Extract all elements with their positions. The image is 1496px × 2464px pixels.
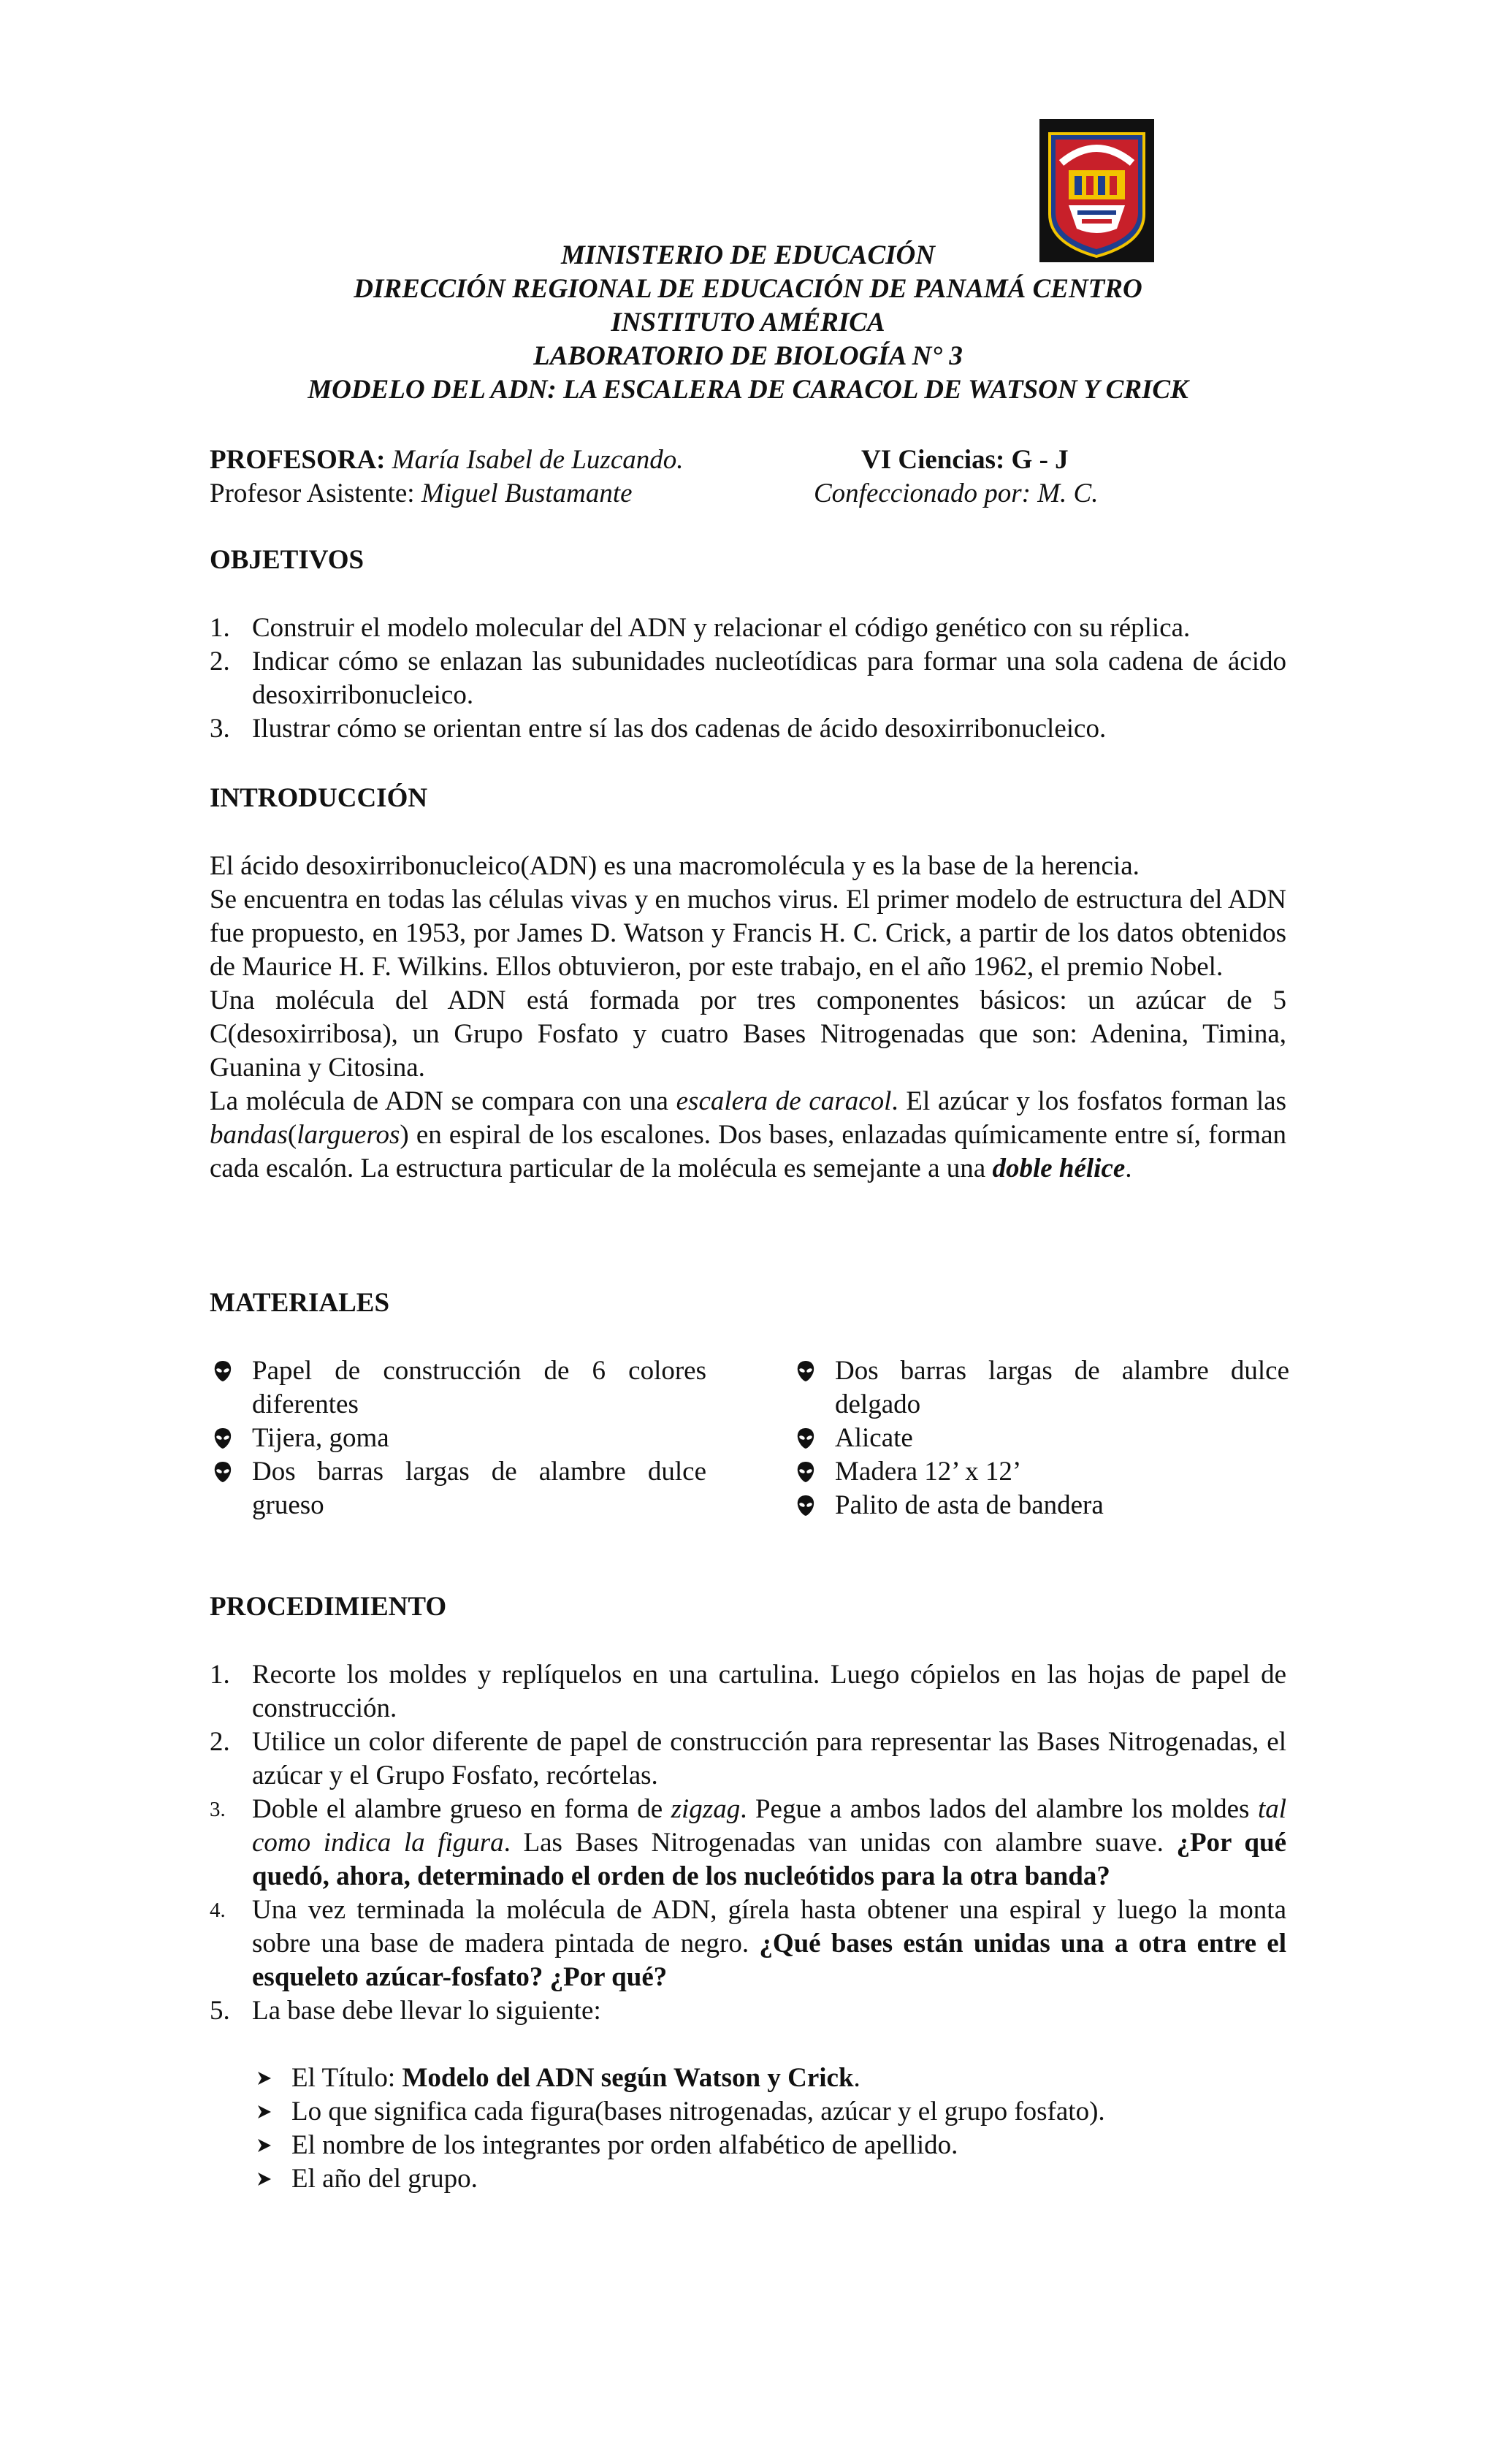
material-item [793, 1422, 1289, 1455]
materials-list-right [793, 1354, 1289, 1522]
requirement-text: El Título: Modelo del ADN según Watson y Crick. [291, 2063, 860, 2093]
procedure-step [210, 1725, 1286, 1793]
alien-bullet-icon [213, 1427, 232, 1449]
profesora-name: María Isabel de Luzcando. [392, 445, 684, 475]
teacher-row [210, 443, 1286, 477]
arrow-bullet-icon [256, 2070, 272, 2086]
materials-list-left [210, 1354, 706, 1522]
material-text: Dos barras largas de alambre dulce grueso [252, 1457, 706, 1520]
requirement-text: El año del grupo. [291, 2164, 478, 2194]
material-item [793, 1455, 1289, 1489]
group-label: VI Ciencias: G - J [861, 445, 1069, 475]
procedure-heading: PROCEDIMIENTO [210, 1592, 447, 1622]
material-text: Dos barras largas de alambre dulce delgado [835, 1356, 1289, 1419]
requirement-text: El nombre de los integrantes por orden alfabético de apellido. [291, 2130, 958, 2160]
material-text: Alicate [835, 1423, 913, 1453]
header-institute: INSTITUTO AMÉRICA [611, 308, 885, 337]
objective-text: Construir el modelo molecular del ADN y relacionar el código genético con su réplica. [252, 613, 1191, 643]
requirement-item [251, 2095, 1273, 2129]
step-text: Utilice un color diferente de papel de construcción para representar las Bases Nitrogenadas, el azúcar y el Grupo Fosfato, recórtelas. [252, 1727, 1286, 1790]
header-title: MODELO DEL ADN: LA ESCALERA DE CARACOL DE WATSON Y CRICK [308, 375, 1188, 405]
material-item [793, 1354, 1289, 1422]
intro-paragraph-4: La molécula de ADN se compara con una escalera de caracol. El azúcar y los fosfatos forman las bandas(largueros) en espiral de los escalones. Dos bases, enlazadas químicamente entre sí, forman cada escalón. La estructura particular de la molécula es semejante a una doble hélice. [210, 1086, 1286, 1183]
procedure-step [210, 1793, 1286, 1893]
arrow-bullet-icon [256, 2104, 272, 2120]
step-text: Una vez terminada la molécula de ADN, gírela hasta obtener una espiral y luego la monta sobre una base de madera pintada de negro. ¿Qué bases están unidas una a otra entre el esqueleto azúcar-fosfato? ¿Por qué? [252, 1895, 1287, 1992]
prepared-by: Confeccionado por: M. C. [814, 478, 1099, 508]
material-item [210, 1455, 706, 1522]
introduction-text [210, 850, 1286, 1186]
material-item [210, 1422, 706, 1455]
objective-item [210, 712, 1286, 746]
alien-bullet-icon [796, 1427, 815, 1449]
objectives-heading: OBJETIVOS [210, 545, 365, 575]
alien-bullet-icon [213, 1461, 232, 1483]
objective-item [210, 645, 1286, 712]
objective-item [210, 611, 1286, 645]
alien-bullet-icon [796, 1461, 815, 1483]
objective-text: Indicar cómo se enlazan las subunidades nucleotídicas para formar una sola cadena de ácido desoxirribonucleico. [252, 646, 1286, 710]
step-text: La base debe llevar lo siguiente: [252, 1996, 601, 2026]
procedure-step [210, 1893, 1286, 1994]
arrow-bullet-icon [256, 2137, 272, 2154]
requirement-text: Lo que significa cada figura(bases nitrogenadas, azúcar y el grupo fosfato). [291, 2097, 1105, 2127]
material-item [793, 1489, 1289, 1522]
alien-bullet-icon [796, 1495, 815, 1517]
objective-number: 1. [210, 613, 230, 643]
material-text: Papel de construcción de 6 colores diferentes [252, 1356, 706, 1419]
objective-number: 2. [210, 646, 230, 676]
intro-paragraph-1: El ácido desoxirribonucleico(ADN) es una macromolécula y es la base de la herencia. [210, 851, 1140, 881]
material-text: Palito de asta de bandera [835, 1490, 1104, 1520]
header-lab-number: LABORATORIO DE BIOLOGÍA N° 3 [533, 341, 963, 371]
step-text: Recorte los moldes y replíquelos en una cartulina. Luego cópielos en las hojas de papel de construcción. [252, 1660, 1286, 1723]
assistant-label: Profesor Asistente: [210, 478, 415, 508]
materials-heading: MATERIALES [210, 1288, 390, 1318]
objectives-list [210, 611, 1286, 746]
procedure-step [210, 1658, 1286, 1725]
requirement-item [251, 2162, 1273, 2196]
step-number: 1. [210, 1660, 230, 1690]
material-item [210, 1354, 706, 1422]
step-number: 3. [210, 1798, 226, 1821]
header-regional-direction: DIRECCIÓN REGIONAL DE EDUCACIÓN DE PANAMÁ CENTRO [354, 274, 1142, 304]
header-ministry: MINISTERIO DE EDUCACIÓN [561, 240, 935, 270]
assistant-row [210, 477, 1286, 511]
requirement-item [251, 2129, 1273, 2162]
requirement-item [251, 2061, 1273, 2095]
base-requirements-list [251, 2061, 1273, 2196]
intro-paragraph-3: Una molécula del ADN está formada por tres componentes básicos: un azúcar de 5 C(desoxirribosa), un Grupo Fosfato y cuatro Bases Nitrogenadas que son: Adenina, Timina, Guanina y Citosina. [210, 985, 1286, 1083]
document-header [210, 239, 1286, 407]
introduction-heading: INTRODUCCIÓN [210, 783, 428, 813]
procedure-list [210, 1658, 1286, 2028]
alien-bullet-icon [796, 1360, 815, 1382]
objective-number: 3. [210, 714, 230, 744]
step-number: 5. [210, 1996, 230, 2026]
step-text: Doble el alambre grueso en forma de zigzag. Pegue a ambos lados del alambre los moldes tal como indica la figura. Las Bases Nitrogenadas van unidas con alambre suave. ¿Por qué quedó, ahora, determinado el orden de los nucleótidos para la otra banda? [252, 1794, 1286, 1891]
step-number: 2. [210, 1727, 230, 1757]
alien-bullet-icon [213, 1360, 232, 1382]
procedure-step [210, 1994, 1286, 2028]
material-text: Tijera, goma [252, 1423, 389, 1453]
assistant-name: Miguel Bustamante [421, 478, 633, 508]
material-text: Madera 12’ x 12’ [835, 1457, 1022, 1487]
intro-paragraph-2: Se encuentra en todas las células vivas y en muchos virus. El primer modelo de estructura del ADN fue propuesto, en 1953, por James D. Watson y Francis H. C. Crick, a partir de los datos obtenidos de Maurice H. F. Wilkins. Ellos obtuvieron, por este trabajo, en el año 1962, el premio Nobel. [210, 885, 1286, 982]
step-number: 4. [210, 1899, 226, 1922]
profesora-label: PROFESORA: [210, 445, 386, 475]
objective-text: Ilustrar cómo se orientan entre sí las dos cadenas de ácido desoxirribonucleico. [252, 714, 1107, 744]
arrow-bullet-icon [256, 2171, 272, 2187]
